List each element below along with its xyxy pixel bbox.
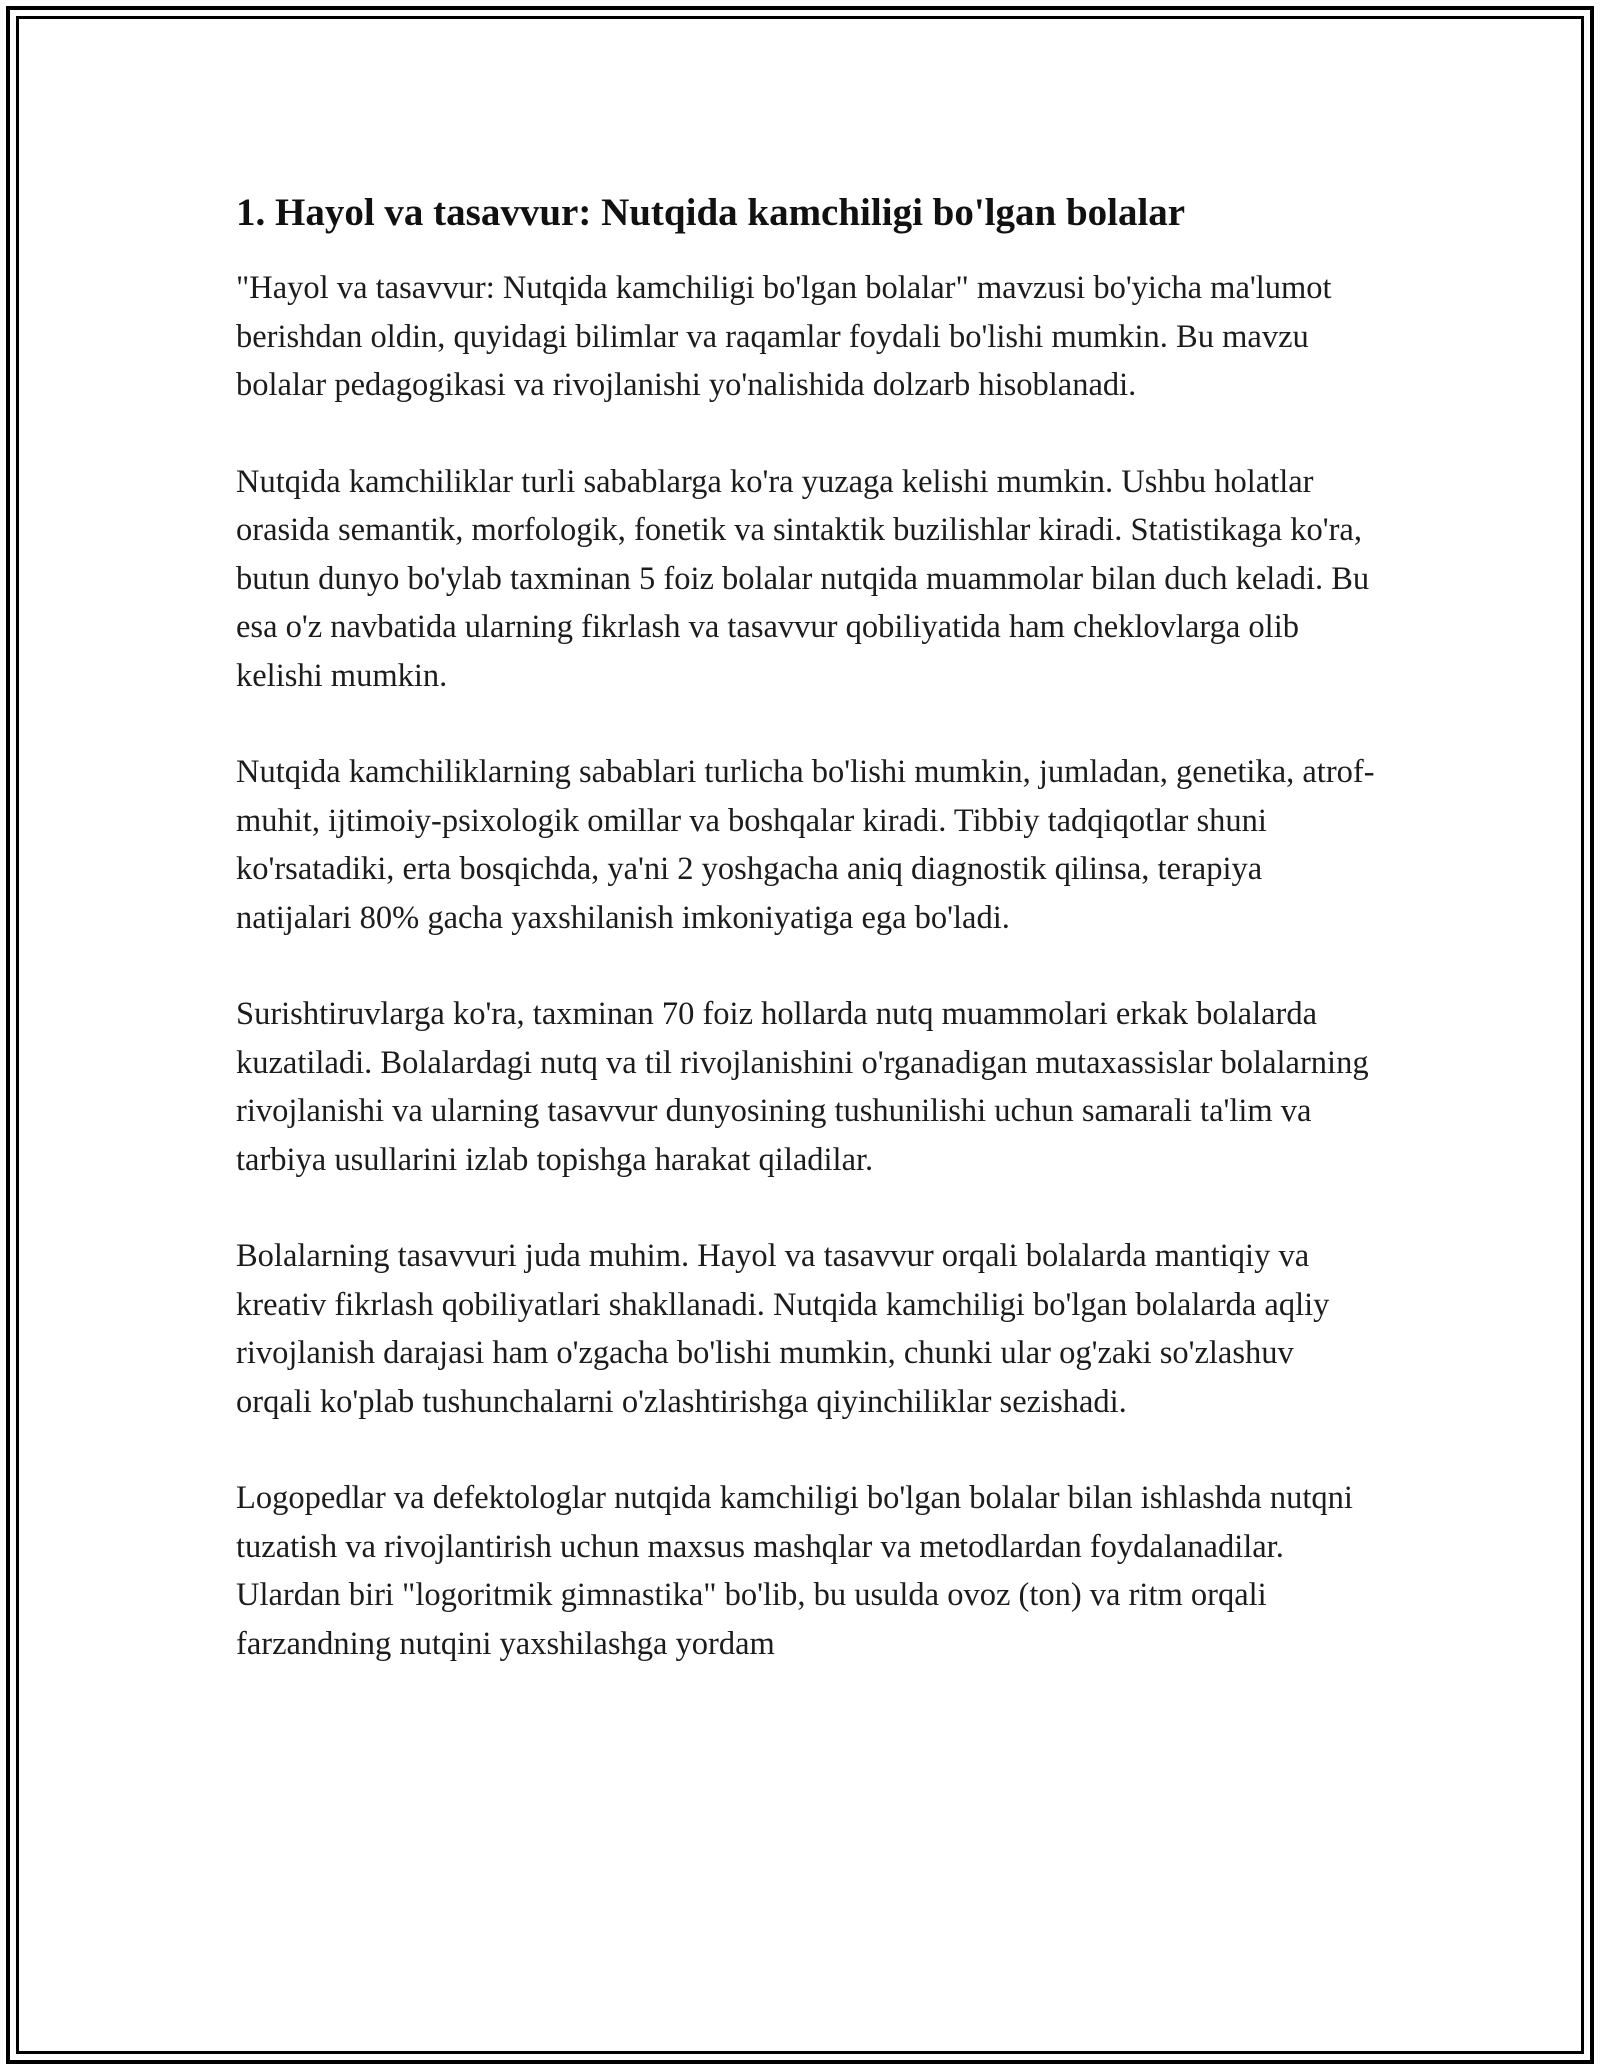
- paragraph-intro: "Hayol va tasavvur: Nutqida kamchiligi bo'lgan bolalar" mavzusi bo'yicha ma'lumot berishdan oldin, quyidagi bilimlar va raqamlar foydali bo'lishi mumkin. Bu mavzu bolalar pedagogikasi va rivojlanishi yo'nalishida dolzarb hisoblanadi.: [236, 270, 1332, 403]
- paragraph-imagination: Bolalarning tasavvuri juda muhim. Hayol va tasavvur orqali bolalarda mantiqiy va kreativ fikrlash qobiliyatlari shakllanadi. Nutqida kamchiligi bo'lgan bolalarda aqliy rivojlanish darajasi ham o'zgacha bo'lishi mumkin, chunki ular og'zaki so'zlashuv orqali ko'plab tushunchalarni o'zlashtirishga qiyinchiliklar sezishadi.: [236, 1238, 1330, 1420]
- paragraph-speech-therapists: Logopedlar va defektologlar nutqida kamchiligi bo'lgan bolalar bilan ishlashda nutqni tuzatish va rivojlantirish uchun maxsus mashqlar va metodlardan foydalanadilar. Ulardan biri "logoritmik gimnastika" bo'lib, bu usulda ovoz (ton) va ritm orqali farzandning nutqini yaxshilashga yordam: [236, 1480, 1353, 1662]
- paragraph-gender-research: Surishtiruvlarga ko'ra, taxminan 70 foiz hollarda nutq muammolari erkak bolalarda kuzatiladi. Bolalardagi nutq va til rivojlanishini o'rganadigan mutaxassislar bolalarning rivojlanishi va ularning tasavvur dunyosining tushunilishi uchun samarali ta'lim va tarbiya usullarini izlab topishga harakat qiladilar.: [236, 996, 1369, 1178]
- paragraph-causes-statistics: Nutqida kamchiliklar turli sabablarga ko'ra yuzaga kelishi mumkin. Ushbu holatlar orasida semantik, morfologik, fonetik va sintaktik buzilishlar kiradi. Statistikaga ko'ra, butun dunyo bo'ylab taxminan 5 foiz bolalar nutqida muammolar bilan duch keladi. Bu esa o'z navbatida ularning fikrlash va tasavvur qobiliyatida ham cheklovlarga olib kelishi mumkin.: [236, 463, 1370, 694]
- section-heading: 1. Hayol va tasavvur: Nutqida kamchiligi bo'lgan bolalar: [236, 191, 1186, 234]
- paragraph-reasons-diagnosis: Nutqida kamchiliklarning sabablari turlicha bo'lishi mumkin, jumladan, genetika, atrof-muhit, ijtimoiy-psixologik omillar va boshqalar kiradi. Tibbiy tadqiqotlar shuni ko'rsatadiki, erta bosqichda, ya'ni 2 yoshgacha aniq diagnostik qilinsa, terapiya natijalari 80% gacha yaxshilanish imkoniyatiga ega bo'ladi.: [236, 754, 1375, 936]
- document-body: [236, 188, 1376, 1716]
